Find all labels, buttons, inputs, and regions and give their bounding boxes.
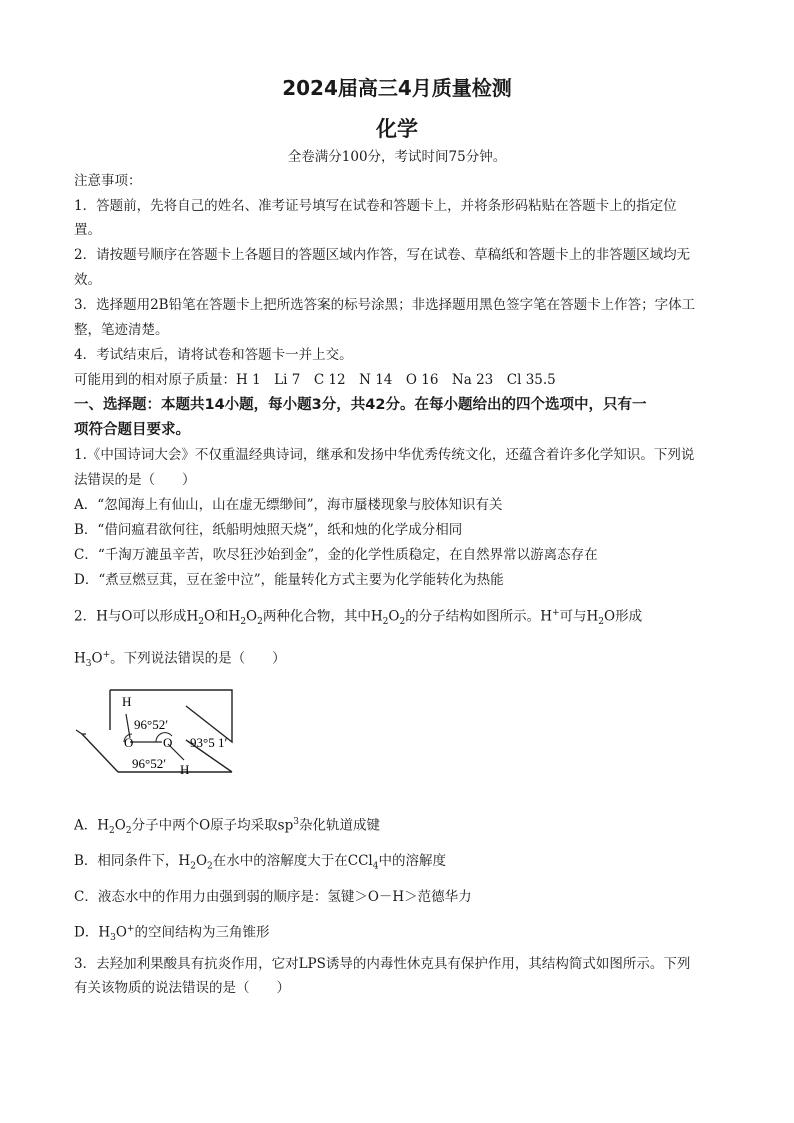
section-heading-1: 一、选择题：本题共14小题，每小题3分，共42分。在每小题给出的四个选项中，只有一 [74, 397, 647, 413]
angle-bottom-label: 96°52′ [132, 756, 167, 771]
note-3a: 3．选择题用2B铅笔在答题卡上把所选答案的标号涂黑；非选择题用黑色签字笔在答题卡上作答；字体工 [74, 297, 696, 313]
q2-stem-line1: 2．H与O可以形成$H_2O$和$H_2O_2$两种化合物，其中$H_2O_2$的分子结构如图所示。H+可与$H_2O$形成 [74, 608, 643, 628]
q1-option-a: A．“忽闻海上有仙山，山在虚无缥缈间”，海市蜃楼现象与胶体知识有关 [74, 497, 503, 513]
h2o2-structure-figure [74, 682, 244, 790]
q3-stem-b: 有关该物质的说法错误的是（ ） [74, 980, 290, 996]
h-bottom-label: H [180, 762, 190, 777]
note-2b: 效。 [74, 272, 101, 288]
q2-option-c: C．液态水中的作用力由强到弱的顺序是：氢键＞O－H＞范德华力 [74, 889, 472, 905]
h-top-label: H [122, 694, 132, 709]
note-2a: 2．请按题号顺序在答题卡上各题目的答题区域内作答，写在试卷、草稿纸和答题卡上的非答题区域均无 [74, 247, 691, 263]
q2-option-d: D．$H_3O^+$的空间结构为三角锥形 [74, 924, 270, 944]
note-1a: 1．答题前，先将自己的姓名、准考证号填写在试卷和答题卡上，并将条形码粘贴在答题卡上的指定位 [74, 198, 677, 214]
angle-top-label: 96°52′ [134, 717, 169, 732]
section-heading-2: 项符合题目要求。 [74, 422, 190, 438]
q2-option-b: B．相同条件下，$H_2O_2$在水中的溶解度大于在CCl$_4$中的溶解度 [74, 853, 446, 872]
o-right-label: O [163, 735, 173, 750]
q1-option-d: D．“煮豆燃豆萁，豆在釜中泣”，能量转化方式主要为化学能转化为热能 [74, 572, 504, 588]
dihedral-angle-label: 93°5 1′ [190, 735, 228, 750]
subject-title: 化学 [376, 117, 418, 141]
q1-option-b: B．“借问瘟君欲何往，纸船明烛照天烧”，纸和烛的化学成分相同 [74, 522, 463, 538]
notes-heading: 注意事项： [74, 173, 142, 189]
q3-stem-a: 3．去羟加利果酸具有抗炎作用，它对LPS诱导的内毒性休克具有保护作用，其结构简式如图所示。下列 [74, 956, 691, 972]
note-1b: 置。 [74, 222, 101, 238]
o-left-label: O [124, 735, 134, 750]
exam-info: 全卷满分100分，考试时间75分钟。 [287, 149, 507, 165]
q2-option-a: A．$H_2O_2$分子中两个O原子均采取$sp^3$杂化轨道成键 [74, 817, 380, 837]
note-4: 4．考试结束后，请将试卷和答题卡一并上交。 [74, 347, 353, 363]
exam-title: 2024届高三4月质量检测 [282, 76, 512, 100]
q1-option-c: C．“千淘万漉虽辛苦，吹尽狂沙始到金”，金的化学性质稳定，在自然界常以游离态存在 [74, 547, 598, 563]
q1-stem-b: 法错误的是（ ） [74, 472, 196, 488]
q2-stem-line2: $H_3O^+$。下列说法错误的是（ ） [74, 650, 286, 670]
note-3b: 整，笔迹清楚。 [74, 322, 169, 338]
q1-stem-a: 1.《中国诗词大会》不仅重温经典诗词，继承和发扬中华优秀传统文化，还蕴含着许多化学知识。下列说 [74, 447, 695, 463]
atomic-masses: 可能用到的相对原子质量：H 1 Li 7 C 12 N 14 O 16 Na 23 Cl 35.5 [74, 372, 556, 388]
